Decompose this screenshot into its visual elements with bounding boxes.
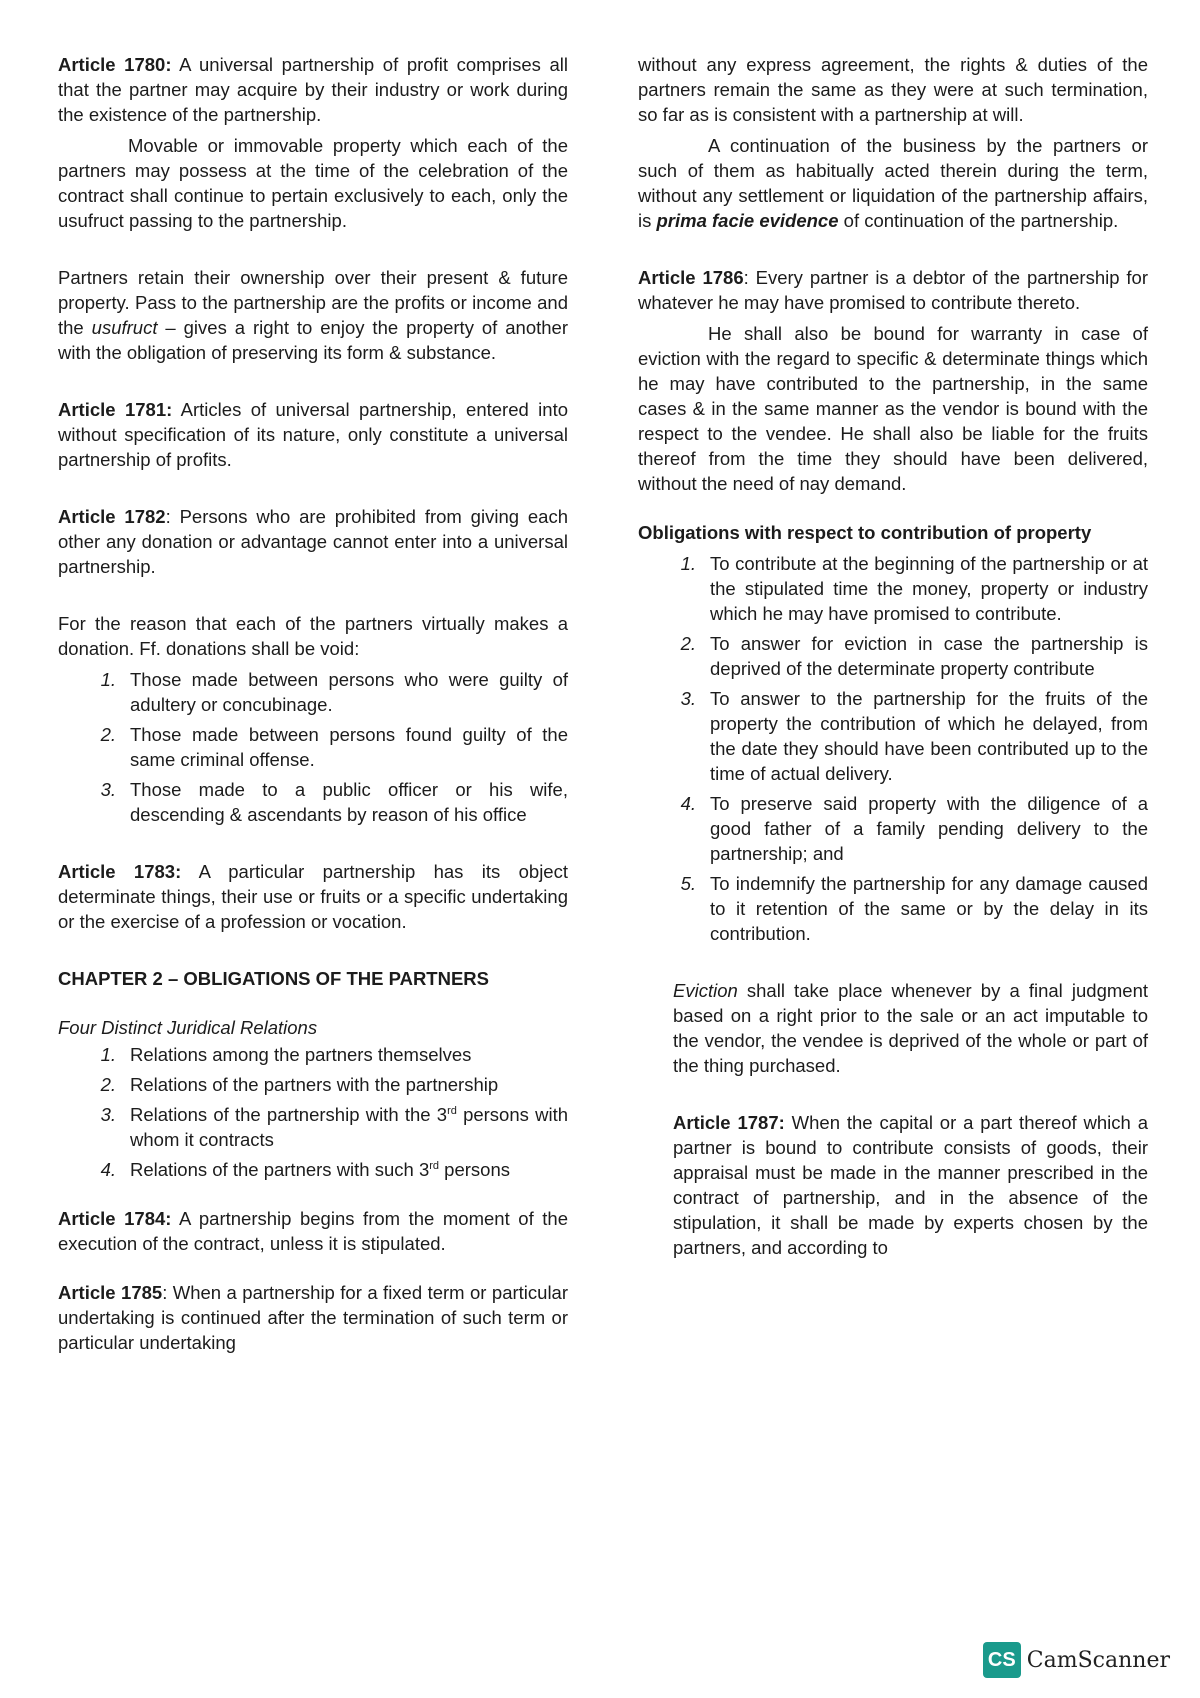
camscanner-watermark xyxy=(983,1642,1170,1678)
list-item: 2. To answer for eviction in case the partnership is deprived of the determinate property contribute xyxy=(680,633,1148,679)
list-item: 1. Those made between persons who were guilty of adultery or concubinage. xyxy=(100,669,568,715)
article-1782: Article 1782: Persons who are prohibited from giving each other any donation or advantage cannot enter into a universal partnership. xyxy=(58,506,568,577)
article-1781: Article 1781: Articles of universal partnership, entered into without specification of its nature, only constitute a universal partnership of profits. xyxy=(58,399,568,470)
list-item: 1. To contribute at the beginning of the partnership or at the stipulated time the money, property or industry which he may have promised to contribute. xyxy=(680,553,1148,624)
article-label: Article 1783: xyxy=(58,861,182,882)
article-1785: Article 1785: When a partnership for a fixed term or particular undertaking is continued after the termination of such term or particular undertaking xyxy=(58,1282,569,1353)
camscanner-name: CamScanner xyxy=(1026,1647,1170,1673)
list-item: 3. Relations of the partnership with the 3rd persons with whom it contracts xyxy=(100,1104,568,1150)
donation-reason: For the reason that each of the partners virtually makes a donation. Ff. donations shall be void: xyxy=(58,613,568,659)
article-label: Article 1787: xyxy=(673,1112,785,1133)
void-donations-list xyxy=(58,667,568,827)
article-1785-continuation: without any express agreement, the rights & duties of the partners remain the same as they were at such termination, so far as is consistent with a partnership at will. xyxy=(638,54,1148,125)
list-item: 3. Those made to a public officer or his wife, descending & ascendants by reason of his office xyxy=(100,779,568,825)
eviction-definition: Eviction shall take place whenever by a final judgment based on a right prior to the sale or an act imputable to the vendor, the vendee is deprived of the whole or part of the thing purchased. xyxy=(673,980,1148,1076)
article-1780: Article 1780: A universal partnership of profit comprises all that the partner may acquire by their industry or work during the existence of the partnership. xyxy=(58,54,568,125)
article-label: Article 1786 xyxy=(638,267,744,288)
section-subheading: Four Distinct Juridical Relations xyxy=(58,1017,318,1038)
obligations-heading: Obligations with respect to contribution of property xyxy=(638,522,1092,543)
article-label: Article 1785 xyxy=(58,1282,163,1303)
camscanner-logo-icon: CS xyxy=(983,1642,1021,1678)
chapter-heading: CHAPTER 2 – OBLIGATIONS OF THE PARTNERS xyxy=(58,968,490,989)
obligations-list xyxy=(638,551,1148,946)
article-label: Article 1780: xyxy=(58,54,172,75)
article-1787: Article 1787: When the capital or a part thereof which a partner is bound to contribute consists of goods, their appraisal must be made in the manner prescribed in the contract of partnership, and in the absence of the stipulation, it shall be made by experts chosen by the partners, and according to xyxy=(673,1112,1148,1258)
list-item: 2. Relations of the partners with the partnership xyxy=(100,1074,499,1095)
article-label: Article 1781: xyxy=(58,399,173,420)
ownership-note: Partners retain their ownership over their present & future property. Pass to the partnership are the profits or income and the usufruct – gives a right to enjoy the property of another with the obligation of preserving its form & substance. xyxy=(58,267,568,363)
list-item: 3. To answer to the partnership for the fruits of the property the contribution of which he delayed, from the date they should have been contributed up to the time of actual delivery. xyxy=(680,688,1148,784)
continuation-paragraph: A continuation of the business by the partners or such of them as habitually acted therein during the term, without any settlement or liquidation of the partnership affairs, is prima facie evidence of continuation of the partnership. xyxy=(638,135,1148,231)
article-1784: Article 1784: A partnership begins from the moment of the execution of the contract, unless it is stipulated. xyxy=(58,1208,568,1254)
article-1786-paragraph-2: He shall also be bound for warranty in case of eviction with the regard to specific & determinate things which he may have contributed to the partnership, in the same cases & in the same manner as the vendor is bound with the respect to the vendee. He shall also be liable for the fruits thereof from the time they should have been delivered, without the need of nay demand. xyxy=(638,323,1148,494)
article-1780-paragraph-2: Movable or immovable property which each of the partners may possess at the time of the celebration of the contract shall continue to pertain exclusively to each, only the usufruct passing to the partnership. xyxy=(58,135,568,231)
list-item: 4. Relations of the partners with such 3rd persons xyxy=(100,1159,510,1180)
article-label: Article 1784: xyxy=(58,1208,172,1229)
right-column xyxy=(638,52,1148,1266)
article-1783: Article 1783: A particular partnership has its object determinate things, their use or fruits or a specific undertaking or the exercise of a profession or vocation. xyxy=(58,861,568,932)
list-item: 2. Those made between persons found guilty of the same criminal offense. xyxy=(100,724,568,770)
list-item: 4. To preserve said property with the diligence of a good father of a family pending delivery to the partnership; and xyxy=(680,793,1148,864)
list-item: 5. To indemnify the partnership for any damage caused to it retention of the same or by the delay in its contribution. xyxy=(680,873,1148,944)
article-label: Article 1782 xyxy=(58,506,166,527)
left-column xyxy=(58,52,568,1361)
list-item: 1. Relations among the partners themselves xyxy=(100,1044,472,1065)
article-1786: Article 1786: Every partner is a debtor of the partnership for whatever he may have promised to contribute thereto. xyxy=(638,267,1149,313)
relations-list xyxy=(58,1042,568,1182)
